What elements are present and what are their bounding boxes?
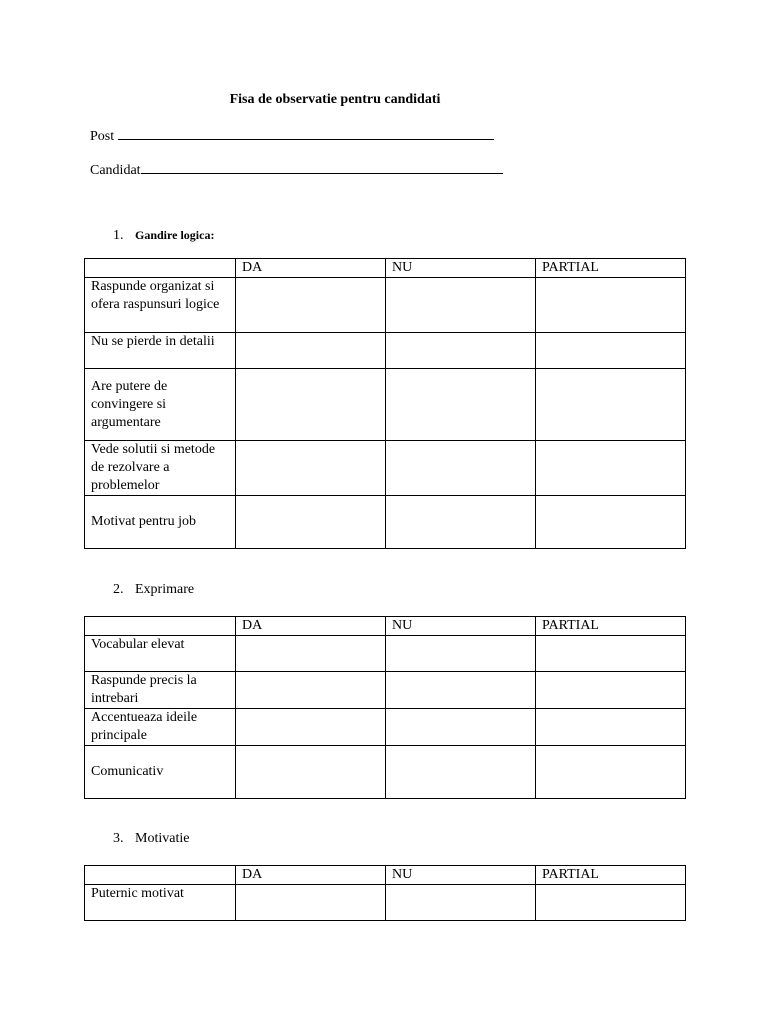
answer-cell-da[interactable] <box>236 672 386 709</box>
answer-cell-nu[interactable] <box>386 496 536 549</box>
answer-cell-da[interactable] <box>236 333 386 369</box>
section-title: Exprimare <box>135 582 195 597</box>
table-row <box>85 278 686 333</box>
column-header-da: DA <box>236 617 386 636</box>
answer-cell-partial[interactable] <box>536 709 686 746</box>
table-row <box>85 636 686 672</box>
table-header-row <box>85 866 686 885</box>
table-row <box>85 672 686 709</box>
column-header-partial: PARTIAL <box>536 866 686 885</box>
candidat-label: Candidat <box>90 163 141 178</box>
answer-cell-nu[interactable] <box>386 441 536 496</box>
section-heading-2 <box>113 582 194 598</box>
answer-cell-da[interactable] <box>236 709 386 746</box>
column-header-nu: NU <box>386 617 536 636</box>
answer-cell-da[interactable] <box>236 746 386 799</box>
table-row <box>85 333 686 369</box>
column-header-nu: NU <box>386 259 536 278</box>
answer-cell-da[interactable] <box>236 636 386 672</box>
observation-table-2 <box>84 616 686 799</box>
observation-table-1 <box>84 258 686 549</box>
answer-cell-partial[interactable] <box>536 278 686 333</box>
answer-cell-partial[interactable] <box>536 672 686 709</box>
criterion-label: Accentueaza ideile principale <box>85 709 236 746</box>
answer-cell-da[interactable] <box>236 496 386 549</box>
table-row <box>85 709 686 746</box>
column-header-partial: PARTIAL <box>536 259 686 278</box>
criterion-label: Motivat pentru job <box>85 496 236 549</box>
section-title: Gandire logica: <box>135 228 215 242</box>
table-row <box>85 885 686 921</box>
answer-cell-da[interactable] <box>236 885 386 921</box>
answer-cell-nu[interactable] <box>386 672 536 709</box>
criterion-label: Comunicativ <box>85 746 236 799</box>
section-title: Motivatie <box>135 831 190 846</box>
answer-cell-partial[interactable] <box>536 636 686 672</box>
criterion-label: Nu se pierde in detalii <box>85 333 236 369</box>
answer-cell-nu[interactable] <box>386 333 536 369</box>
answer-cell-partial[interactable] <box>536 333 686 369</box>
section-number: 3. <box>113 831 124 846</box>
criterion-label: Vede solutii si metode de rezolvare a problemelor <box>85 441 236 496</box>
answer-cell-partial[interactable] <box>536 441 686 496</box>
candidat-input-line[interactable] <box>141 161 503 174</box>
observation-table-3 <box>84 865 686 921</box>
table-row <box>85 746 686 799</box>
header-empty-cell <box>85 617 236 636</box>
section-number: 2. <box>113 582 124 597</box>
section-heading-1 <box>113 228 214 244</box>
section-heading-3 <box>113 831 189 847</box>
criterion-label: Are putere de convingere si argumentare <box>85 369 236 441</box>
answer-cell-nu[interactable] <box>386 369 536 441</box>
column-header-partial: PARTIAL <box>536 617 686 636</box>
header-empty-cell <box>85 866 236 885</box>
answer-cell-da[interactable] <box>236 278 386 333</box>
column-header-nu: NU <box>386 866 536 885</box>
criterion-label: Raspunde organizat si ofera raspunsuri logice <box>85 278 236 333</box>
answer-cell-nu[interactable] <box>386 709 536 746</box>
answer-cell-nu[interactable] <box>386 746 536 799</box>
answer-cell-nu[interactable] <box>386 885 536 921</box>
table-header-row <box>85 259 686 278</box>
criterion-label: Puternic motivat <box>85 885 236 921</box>
post-label: Post <box>90 129 118 144</box>
column-header-da: DA <box>236 866 386 885</box>
answer-cell-partial[interactable] <box>536 885 686 921</box>
answer-cell-partial[interactable] <box>536 746 686 799</box>
candidat-field <box>90 161 503 179</box>
answer-cell-da[interactable] <box>236 441 386 496</box>
answer-cell-nu[interactable] <box>386 278 536 333</box>
criterion-label: Raspunde precis la intrebari <box>85 672 236 709</box>
answer-cell-partial[interactable] <box>536 496 686 549</box>
section-number: 1. <box>113 228 124 243</box>
document-title: Fisa de observatie pentru candidati <box>229 92 441 107</box>
post-field <box>90 127 494 145</box>
table-row <box>85 369 686 441</box>
table-header-row <box>85 617 686 636</box>
answer-cell-da[interactable] <box>236 369 386 441</box>
criterion-label: Vocabular elevat <box>85 636 236 672</box>
answer-cell-nu[interactable] <box>386 636 536 672</box>
table-row <box>85 496 686 549</box>
table-row <box>85 441 686 496</box>
column-header-da: DA <box>236 259 386 278</box>
answer-cell-partial[interactable] <box>536 369 686 441</box>
header-empty-cell <box>85 259 236 278</box>
post-input-line[interactable] <box>118 127 494 140</box>
